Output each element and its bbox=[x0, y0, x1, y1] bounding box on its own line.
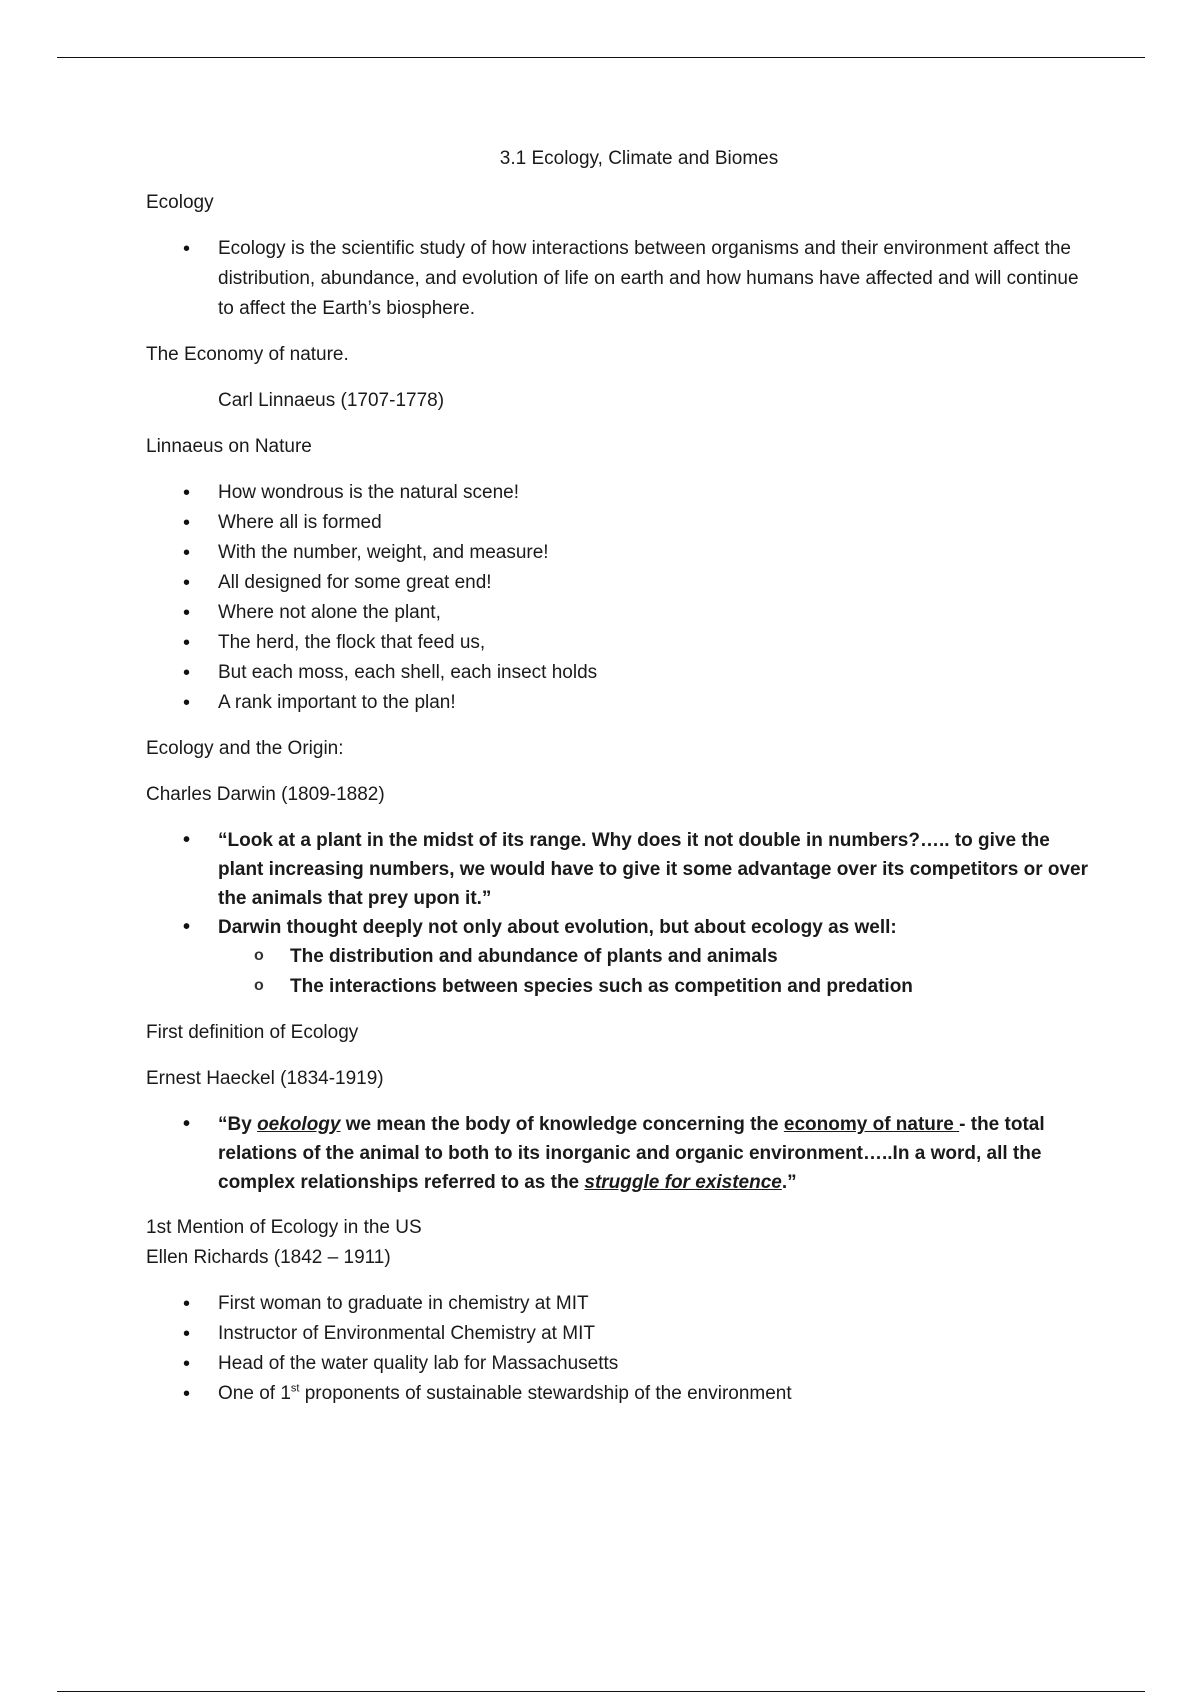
heading-ecology-and-origin: Ecology and the Origin: bbox=[146, 738, 344, 759]
darwin-thought bbox=[146, 913, 1096, 1002]
heading-first-definition: First definition of Ecology bbox=[146, 1022, 359, 1043]
richards-last-sup: st bbox=[290, 1382, 300, 1395]
heading-ecology: Ecology bbox=[146, 192, 214, 213]
haeckel-quote-part: - the total relations of the animal to both to its inorganic and organic environment…..In a word, all the complex relationships referred to as the bbox=[218, 1114, 1045, 1193]
sub-list-item: o The distribution and abundance of plants and animals bbox=[218, 942, 1096, 972]
list-item: • With the number, weight, and measure! bbox=[146, 538, 1096, 568]
page-title: 3.1 Ecology, Climate and Biomes bbox=[499, 148, 779, 169]
list-item: • The herd, the flock that feed us, bbox=[146, 628, 1096, 658]
heading-economy-of-nature: The Economy of nature. bbox=[146, 344, 349, 365]
haeckel-name: Ernest Haeckel (1834-1919) bbox=[146, 1068, 384, 1089]
document-body bbox=[146, 144, 1096, 1425]
list-item: • Ecology is the scientific study of how interactions between organisms and their environment affect the distribution, abundance, and evolution of life on earth and how humans have affected and will continue to affect the Earth’s biosphere. bbox=[146, 234, 1096, 324]
list-item: • Where not alone the plant, bbox=[146, 598, 1096, 628]
darwin-name: Charles Darwin (1809-1882) bbox=[146, 784, 385, 805]
haeckel-quote-part: “By bbox=[218, 1114, 258, 1135]
darwin-list bbox=[146, 826, 1096, 1002]
darwin-thought-text: Darwin thought deeply not only about evolution, but about ecology as well: bbox=[218, 917, 897, 938]
list-item bbox=[146, 1379, 1096, 1409]
haeckel-oekology-term: oekology bbox=[257, 1114, 341, 1135]
richards-last-pre: One of 1 bbox=[218, 1383, 291, 1404]
darwin-quote: • “Look at a plant in the midst of its range. Why does it not double in numbers?….. to give the plant increasing numbers, we would have to give it some advantage over its competitors or over the animals that prey upon it.” bbox=[146, 826, 1096, 913]
list-item: • Where all is formed bbox=[146, 508, 1096, 538]
ecology-definition-list bbox=[146, 234, 1096, 324]
heading-linnaeus-on-nature: Linnaeus on Nature bbox=[146, 436, 312, 457]
darwin-sub-list bbox=[218, 942, 1096, 1002]
linnaeus-poem-list bbox=[146, 478, 1096, 718]
richards-last-post: proponents of sustainable stewardship of the environment bbox=[299, 1383, 792, 1404]
list-item: • A rank important to the plan! bbox=[146, 688, 1096, 718]
list-item: • All designed for some great end! bbox=[146, 568, 1096, 598]
list-item: • First woman to graduate in chemistry at MIT bbox=[146, 1289, 1096, 1319]
heading-us-mention: 1st Mention of Ecology in the US bbox=[146, 1217, 422, 1238]
richards-list bbox=[146, 1289, 1096, 1409]
top-rule bbox=[57, 57, 1145, 58]
list-item: • How wondrous is the natural scene! bbox=[146, 478, 1096, 508]
haeckel-list bbox=[146, 1110, 1096, 1197]
sub-list-item: o The interactions between species such as competition and predation bbox=[218, 972, 1096, 1002]
list-item: • Head of the water quality lab for Massachusetts bbox=[146, 1349, 1096, 1379]
haeckel-struggle-term: struggle for existence bbox=[584, 1172, 782, 1193]
haeckel-quote bbox=[146, 1110, 1096, 1197]
list-item: • But each moss, each shell, each insect holds bbox=[146, 658, 1096, 688]
bottom-rule bbox=[57, 1691, 1145, 1692]
richards-name: Ellen Richards (1842 – 1911) bbox=[146, 1247, 391, 1268]
haeckel-economy-term: economy of nature bbox=[783, 1114, 960, 1135]
list-item: • Instructor of Environmental Chemistry at MIT bbox=[146, 1319, 1096, 1349]
haeckel-quote-part: .” bbox=[781, 1172, 797, 1193]
haeckel-quote-part: we mean the body of knowledge concerning the bbox=[340, 1114, 784, 1135]
linnaeus-name: Carl Linnaeus (1707-1778) bbox=[218, 390, 445, 411]
